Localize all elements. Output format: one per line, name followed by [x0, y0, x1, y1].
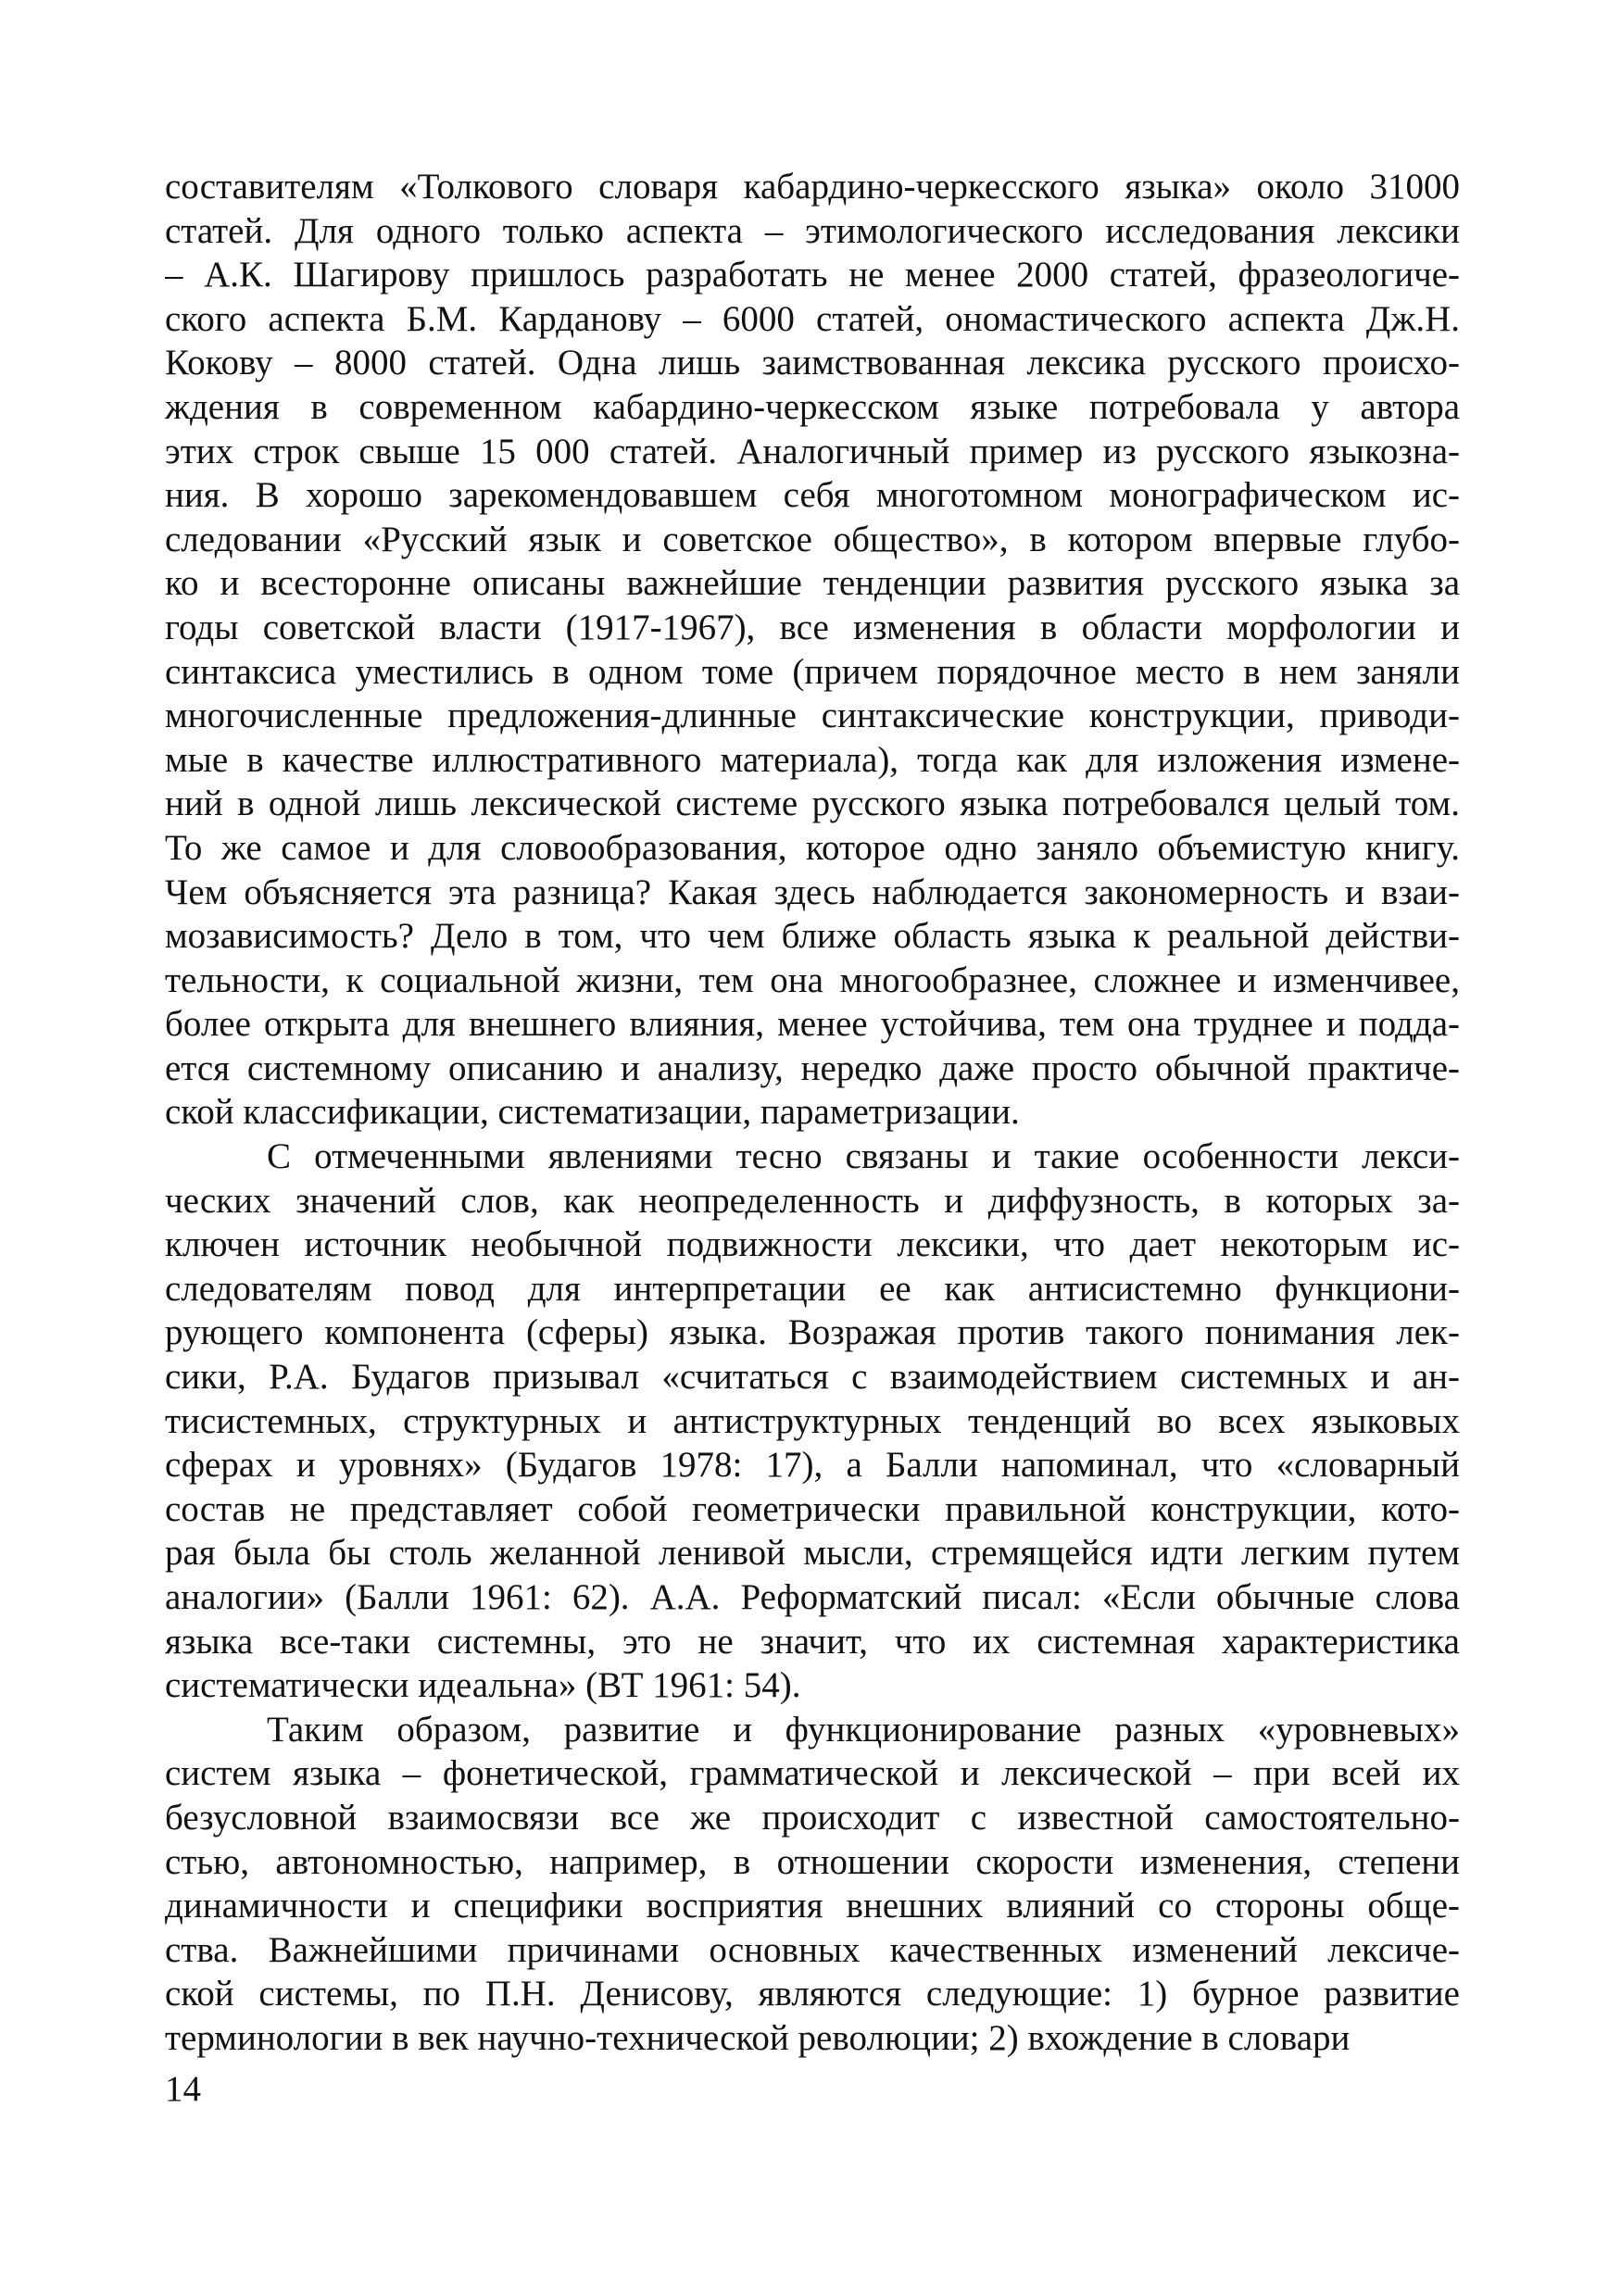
text-line: следовании «Русский язык и советское общество», в котором впервые глубо- — [165, 519, 1460, 559]
text-line: следователям повод для интерпретации ее как антисистемно функциони- — [165, 1268, 1460, 1309]
page-number: 14 — [165, 2069, 201, 2109]
text-line: ства. Важнейшими причинами основных качественных изменений лексиче- — [165, 1929, 1460, 1970]
text-line: ний в одной лишь лексической системе русского языка потребовался целый том. — [165, 784, 1460, 824]
text-line: этих строк свыше 15 000 статей. Аналогичный пример из русского языкозна- — [165, 431, 1460, 471]
text-line: ния. В хорошо зарекомендовавшем себя многотомном монографическом ис- — [165, 475, 1460, 516]
text-line: многочисленные предложения-длинные синтаксические конструкции, приводи- — [165, 696, 1460, 736]
text-line: статей. Для одного только аспекта – этимологического исследования лексики — [165, 210, 1460, 251]
text-line: То же самое и для словообразования, которое одно заняло объемистую книгу. — [165, 827, 1460, 868]
text-line: ется системному описанию и анализу, нередко даже просто обычной практиче- — [165, 1048, 1460, 1088]
text-line: Таким образом, развитие и функционирование разных «уровневых» — [267, 1709, 1460, 1750]
text-line: рующего компонента (сферы) языка. Возражая против такого понимания лек- — [165, 1312, 1460, 1353]
text-line: мые в качестве иллюстративного материала), тогда как для изложения измене- — [165, 739, 1460, 780]
text-line: более открыта для внешнего влияния, менее устойчива, тем она труднее и подда- — [165, 1004, 1460, 1045]
text-line: ключен источник необычной подвижности лексики, что дает некоторым ис- — [165, 1224, 1460, 1265]
text-line: сферах и уровнях» (Будагов 1978: 17), а Балли напоминал, что «словарный — [165, 1445, 1460, 1486]
text-line: языка все-таки системны, это не значит, что их системная характеристика — [165, 1621, 1460, 1662]
text-line: динамичности и специфики восприятия внешних влияний со стороны обще- — [165, 1886, 1460, 1926]
text-line: Кокову – 8000 статей. Одна лишь заимствованная лексика русского происхо- — [165, 343, 1460, 383]
text-line: стью, автономностью, например, в отношении скорости изменения, степени — [165, 1841, 1460, 1882]
text-line: – А.К. Шагирову пришлось разработать не менее 2000 статей, фразеологиче- — [165, 255, 1460, 295]
text-line: Чем объясняется эта разница? Какая здесь наблюдается закономерность и взаи- — [165, 872, 1460, 912]
text-line: С отмеченными явлениями тесно связаны и такие особенности лекси- — [267, 1136, 1460, 1177]
text-line: тельности, к социальной жизни, тем она многообразнее, сложнее и изменчивее, — [165, 960, 1460, 1000]
paragraph — [165, 1708, 1460, 2061]
text-line: ской системы, по П.Н. Денисову, являются следующие: 1) бурное развитие — [165, 1974, 1460, 2014]
text-line: терминологии в век научно-технической революции; 2) вхождение в словари — [165, 2017, 1351, 2058]
text-line: ческих значений слов, как неопределенность и диффузность, в которых за- — [165, 1180, 1460, 1221]
paragraph — [165, 1135, 1460, 1708]
text-line: рая была бы столь желанной ленивой мысли, стремящейся идти легким путем — [165, 1533, 1460, 1574]
text-line: мозависимость? Дело в том, что чем ближе область языка к реальной действи- — [165, 916, 1460, 957]
text-line: синтаксиса уместились в одном томе (причем порядочное место в нем заняли — [165, 651, 1460, 692]
text-line: сики, Р.А. Будагов призывал «считаться с взаимодействием системных и ан- — [165, 1357, 1460, 1398]
text-line: ко и всесторонне описаны важнейшие тенденции развития русского языка за — [165, 563, 1460, 604]
text-line: составителям «Толкового словаря кабардино-черкесского языка» около 31000 — [165, 167, 1460, 207]
text-line: тисистемных, структурных и антиструктурных тенденций во всех языковых — [165, 1400, 1460, 1441]
text-line: аналогии» (Балли 1961: 62). А.А. Реформатский писал: «Если обычные слова — [165, 1577, 1460, 1617]
paragraph — [165, 165, 1460, 1135]
text-line: систематически идеальна» (ВТ 1961: 54). — [165, 1665, 801, 1706]
text-line: состав не представляет собой геометрически правильной конструкции, кото- — [165, 1488, 1460, 1529]
text-line: систем языка – фонетической, грамматической и лексической – при всей их — [165, 1753, 1460, 1794]
text-line: безусловной взаимосвязи все же происходит с известной самостоятельно- — [165, 1797, 1460, 1838]
text-line: ждения в современном кабардино-черкесском языке потребовала у автора — [165, 386, 1460, 427]
text-line: годы советской власти (1917-1967), все изменения в области морфологии и — [165, 607, 1460, 647]
body-text — [165, 165, 1460, 2061]
text-line: ского аспекта Б.М. Карданову – 6000 статей, ономастического аспекта Дж.Н. — [165, 298, 1460, 339]
text-line: ской классификации, систематизации, параметризации. — [165, 1092, 1020, 1133]
